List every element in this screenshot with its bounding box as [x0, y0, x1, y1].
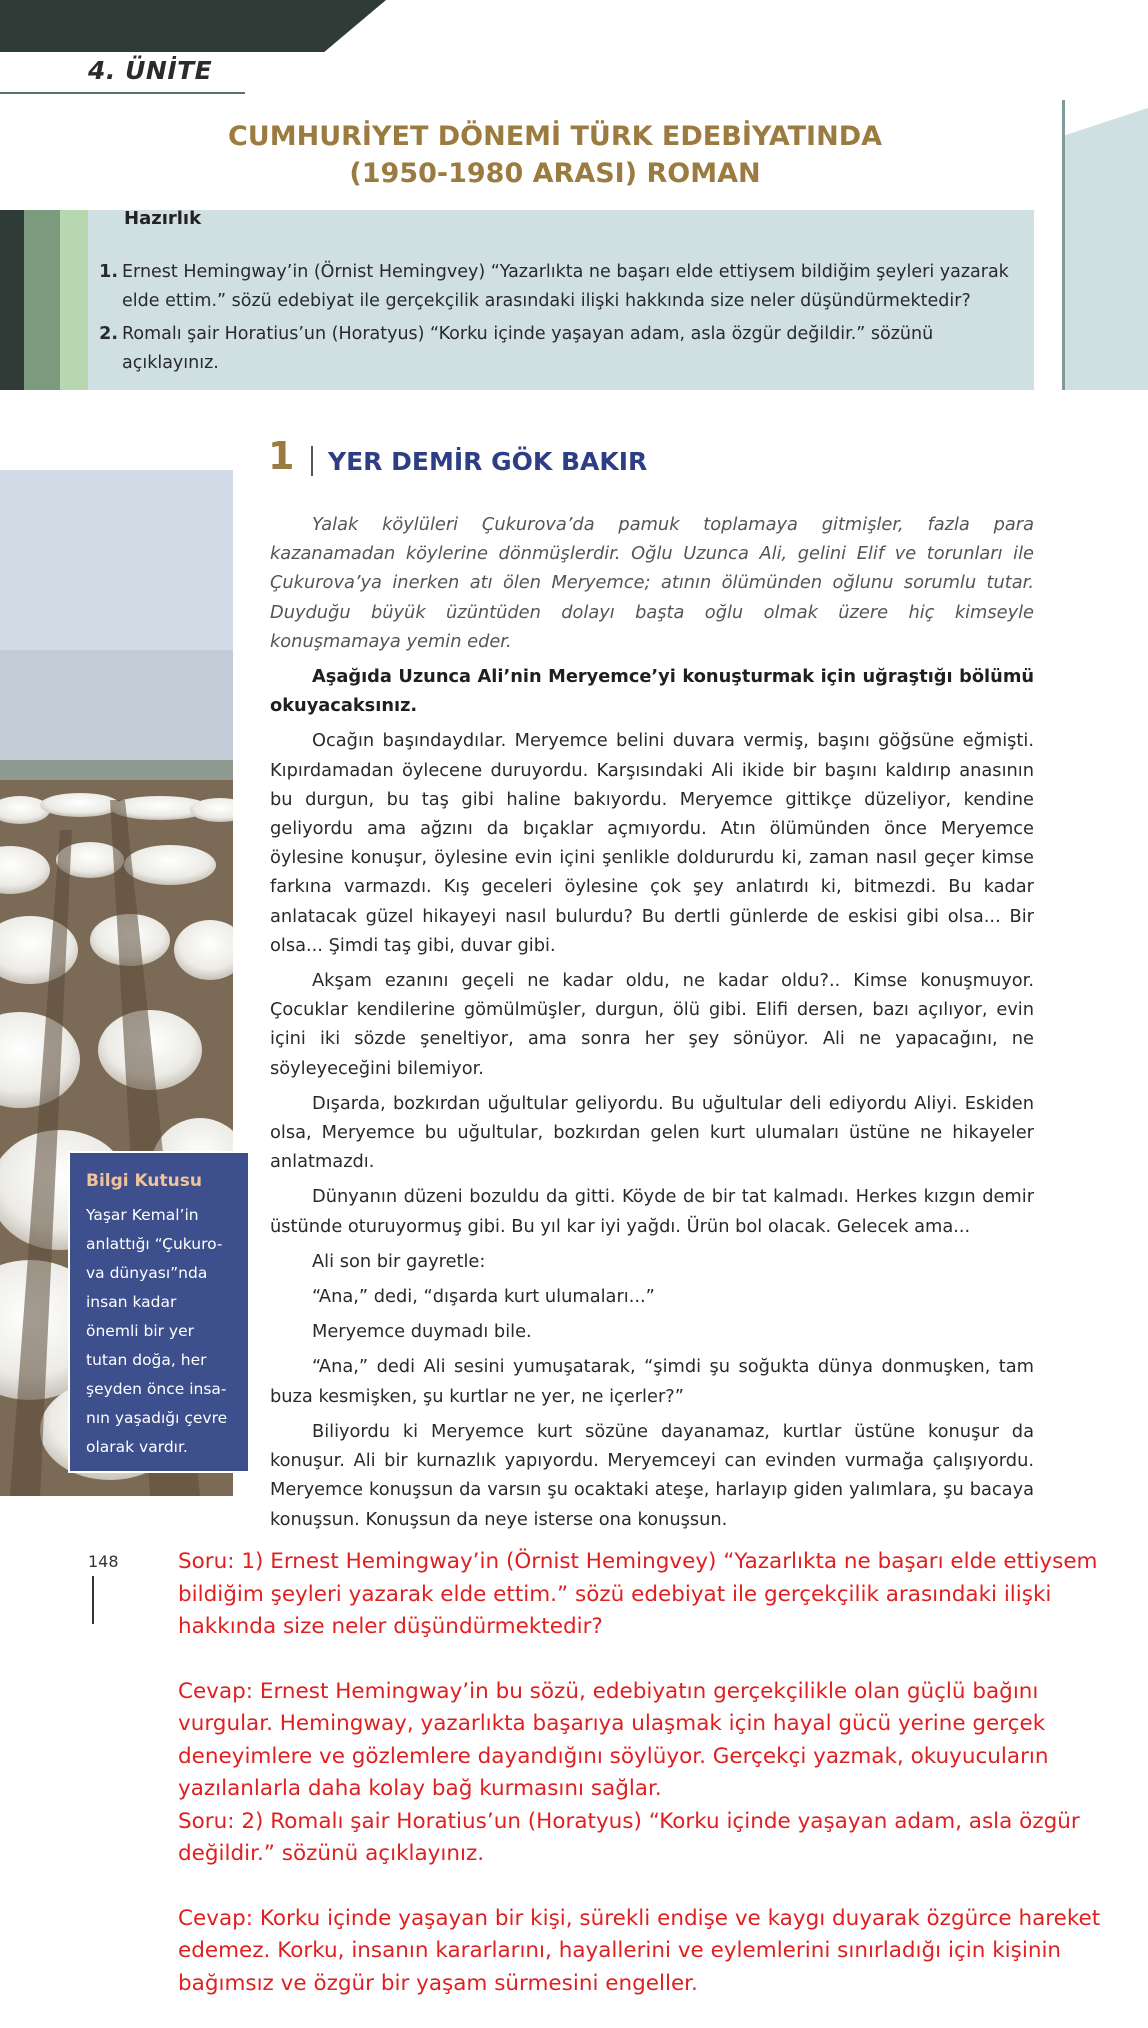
- chapter-title: [190, 118, 920, 192]
- story-paragraph: Akşam ezanını geçeli ne kadar oldu, ne kadar oldu?.. Kimse konuşmuyor. Çocuklar kendilerine gömülmüşler, durgun, ölü gibi. Elifi dersen, bazı açılıyor, evin içini iki sözde şeneltiyor, ama sonra her şey sönüyor. Ali ne yapacağını, ne söyleyeceğini bilemiyor.: [270, 970, 1034, 1079]
- section-divider: [311, 446, 313, 476]
- answer-2: Cevap: Korku içinde yaşayan bir kişi, sürekli endişe ve kaygı duyarak özgürce hareket edemez. Korku, insanın kararlarını, hayallerini ve eylemlerini sınırladığı için kişinin bağımsız ve özgür bir yaşam sürmesini engeller.: [178, 1905, 1101, 1996]
- prep-item-number: 2.: [99, 324, 118, 344]
- answer-1: Cevap: Ernest Hemingway’in bu sözü, edebiyatın gerçekçilikle olan güçlü bağını vurgular. Hemingway, yazarlıkta başarıya ulaşmak için hayal gücü yerine gerçek deneyimlere ve gözlemlere dayandığını söylüyor. Gerçekçi yazmak, okuyucuların yazılanlarla daha kolay bağ kurmasını sağlar.: [178, 1678, 1049, 1801]
- prep-stripe-dark: [0, 210, 24, 390]
- prep-item: [96, 258, 1014, 316]
- page-number: 148: [88, 1552, 119, 1571]
- info-box-text: Yaşar Kemal’in anlattığı “Çukuro- va dünyası”nda insan kadar önemli bir yer tutan doğa, her şeyden önce insa- nın yaşadığı çevre olarak vardır.: [86, 1206, 228, 1456]
- question-2: Soru: 2) Romalı şair Horatius’un (Horatyus) “Korku içinde yaşayan adam, asla özgür değildir.” sözünü açıklayınız.: [178, 1808, 1080, 1866]
- chapter-title-line2: (1950-1980 ARASI) ROMAN: [349, 158, 761, 189]
- prep-item-text: Ernest Hemingway’in (Örnist Hemingvey) “Yazarlıkta ne başarı elde ettiysem bildiğim şeyleri yazarak elde ettim.” sözü edebiyat ile gerçekçilik arasındaki ilişki hakkında size neler düşündürmektedir?: [122, 262, 1009, 311]
- unit-underline: [0, 92, 245, 94]
- prep-stripe-mid: [24, 210, 60, 390]
- section-number: 1: [268, 434, 295, 478]
- prep-item: [96, 320, 1014, 378]
- story-paragraph: Dünyanın düzeni bozuldu da gitti. Köyde de bir tat kalmadı. Herkes kızgın demir üstünde oturuyormuş gibi. Bu yıl kar iyi yağdı. Ürün bol olacak. Gelecek ama...: [270, 1186, 1034, 1237]
- story-lead: Aşağıda Uzunca Ali’nin Meryemce’yi konuşturmak için uğraştığı bölümü okuyacaksınız.: [270, 666, 1034, 717]
- prep-item-text: Romalı şair Horatius’un (Horatyus) “Korku içinde yaşayan adam, asla özgür değildir.” sözünü açıklayınız.: [122, 324, 934, 373]
- answers-block: [178, 1546, 1140, 2000]
- info-box-title: Bilgi Kutusu: [86, 1171, 202, 1191]
- story-paragraph: Ocağın başındaydılar. Meryemce belini duvara vermiş, başını göğsüne eğmişti. Kıpırdamadan öylecene duruyordu. Karşısındaki Ali ikide bir başını kaldırıp anasının bu durgun, bu taş gibi haline bakıyordu. Meryemce gittikçe düzeliyor, kendine geliyordu ama ağzını da bıçaklar açmıyordu. Atın ölümünden önce Meryemce öylesine konuşur, öylesine evin içini şenlikle doldururdu ki, zaman nasıl geçer kimse farkına varmazdı. Kış geceleri öylesine çok şey anlatırdı ki, bitmezdi. Bu kadar anlatacak güzel hikayeyi nasıl bulurdu? Bu dertli günlerde de eskisi gibi olsa... Bir olsa... Şimdi taş gibi, duvar gibi.: [270, 730, 1034, 956]
- story-intro: Yalak köylüleri Çukurova’da pamuk toplamaya gitmişler, fazla para kazanamadan köylerine dönmüşlerdir. Oğlu Uzunca Ali, gelini Elif ve torunları ile Çukurova’ya inerken atı ölen Meryemce; atının ölümünden oğlunu sorumlu tutar. Duyduğu büyük üzüntüden dolayı başta oğlu olmak üzere hiç kimseyle konuşmamaya yemin eder.: [270, 514, 1034, 652]
- unit-label: 4. ÜNİTE: [88, 56, 213, 85]
- prep-item-number: 1.: [99, 262, 118, 282]
- section-title: YER DEMİR GÖK BAKIR: [328, 447, 648, 476]
- info-box: [68, 1151, 250, 1473]
- story-paragraph: “Ana,” dedi Ali sesini yumuşatarak, “şimdi şu soğukta dünya donmuşken, tam buza kesmişken, şu kurtlar ne yer, ne içerler?”: [270, 1356, 1034, 1407]
- right-decor-line: [1062, 100, 1065, 390]
- story-paragraph: Meryemce duymadı bile.: [312, 1321, 532, 1343]
- question-1: Soru: 1) Ernest Hemingway’in (Örnist Hemingvey) “Yazarlıkta ne başarı elde ettiysem bildiğim şeyleri yazarak elde ettim.” sözü edebiyat ile gerçekçilik arasındaki ilişki hakkında size neler düşündürmektedir?: [178, 1549, 1098, 1639]
- right-decor-panel: [1062, 108, 1148, 390]
- story-text: [270, 510, 1034, 1540]
- story-paragraph: Ali son bir gayretle:: [312, 1250, 486, 1272]
- prep-stripe-light: [60, 210, 88, 390]
- page-number-bar: [92, 1576, 94, 1624]
- story-paragraph: Dışarda, bozkırdan uğultular geliyordu. Bu uğultular deli ediyordu Aliyi. Eskiden olsa, Meryemce bu uğultular, bozkırdan gelen kurt ulumaları üstüne ne hikayeler anlatmazdı.: [270, 1092, 1034, 1173]
- prep-title: Hazırlık: [124, 208, 202, 229]
- story-paragraph: Biliyordu ki Meryemce kurt sözüne dayanamaz, kurtlar üstüne konuşur da konuşur. Ali bir kurnazlık yapıyordu. Meryemceyi can evinden vurmağa çalışıyordu. Meryemce konuşsun da varsın şu ocaktaki ateşe, harlayıp giden yalımlara, şu bacaya konuşsun. Konuşsun da neye isterse ona konuşsun.: [270, 1420, 1034, 1530]
- story-paragraph: “Ana,” dedi, “dışarda kurt ulumaları...”: [312, 1286, 655, 1308]
- chapter-title-line1: CUMHURİYET DÖNEMİ TÜRK EDEBİYATINDA: [227, 121, 882, 152]
- header-dark-band: [0, 0, 386, 52]
